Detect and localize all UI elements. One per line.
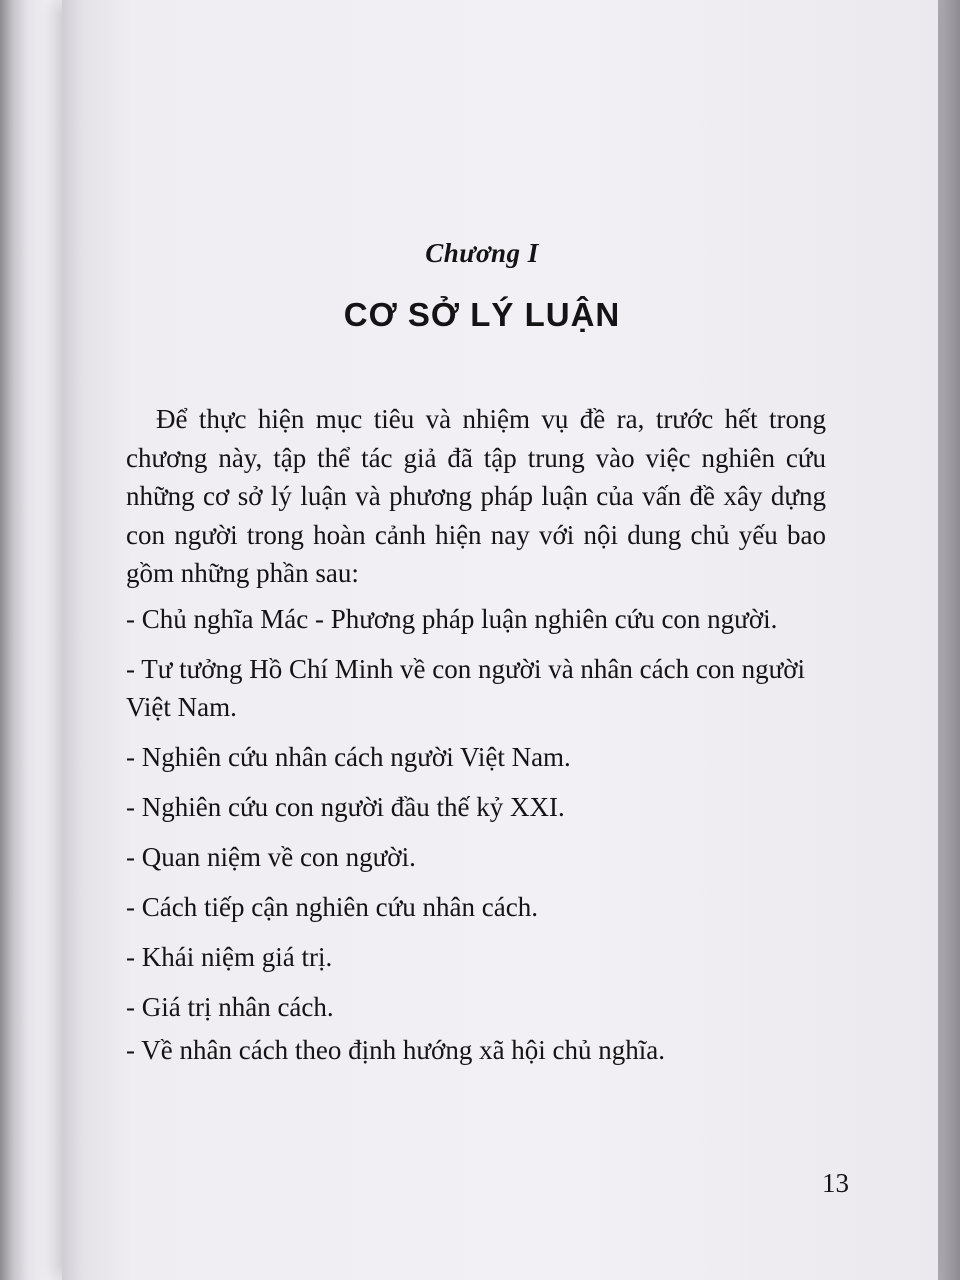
list-item: - Nghiên cứu nhân cách người Việt Nam. (126, 742, 571, 772)
list-item: - Giá trị nhân cách. (126, 992, 334, 1022)
page-content (122, 0, 849, 1280)
list-item: - Khái niệm giá trị. (126, 942, 333, 972)
list-item: - Nghiên cứu con người đầu thế kỷ XXI. (126, 792, 565, 822)
list-item: - Cách tiếp cận nghiên cứu nhân cách. (126, 892, 538, 922)
topic-list (126, 600, 846, 1069)
page-number: 13 (822, 1168, 849, 1198)
list-item: - Về nhân cách theo định hướng xã hội chủ nghĩa. (126, 1035, 666, 1065)
intro-paragraph: Để thực hiện mục tiêu và nhiệm vụ đề ra, trước hết trong chương này, tập thể tác giả đã tập trung vào việc nghiên cứu những cơ sở lý luận và phương pháp luận của vấn đề xây dựng con người trong hoàn cảnh hiện nay với nội dung chủ yếu bao gồm những phần sau: (126, 404, 826, 588)
list-item: - Quan niệm về con người. (126, 842, 416, 872)
chapter-title: CƠ SỞ LÝ LUẬN (343, 296, 621, 333)
chapter-label: Chương I (425, 238, 539, 268)
list-item: - Chủ nghĩa Mác - Phương pháp luận nghiên cứu con người. (126, 604, 778, 634)
list-item: - Tư tưởng Hồ Chí Minh về con người và nhân cách con người Việt Nam. (126, 654, 806, 722)
